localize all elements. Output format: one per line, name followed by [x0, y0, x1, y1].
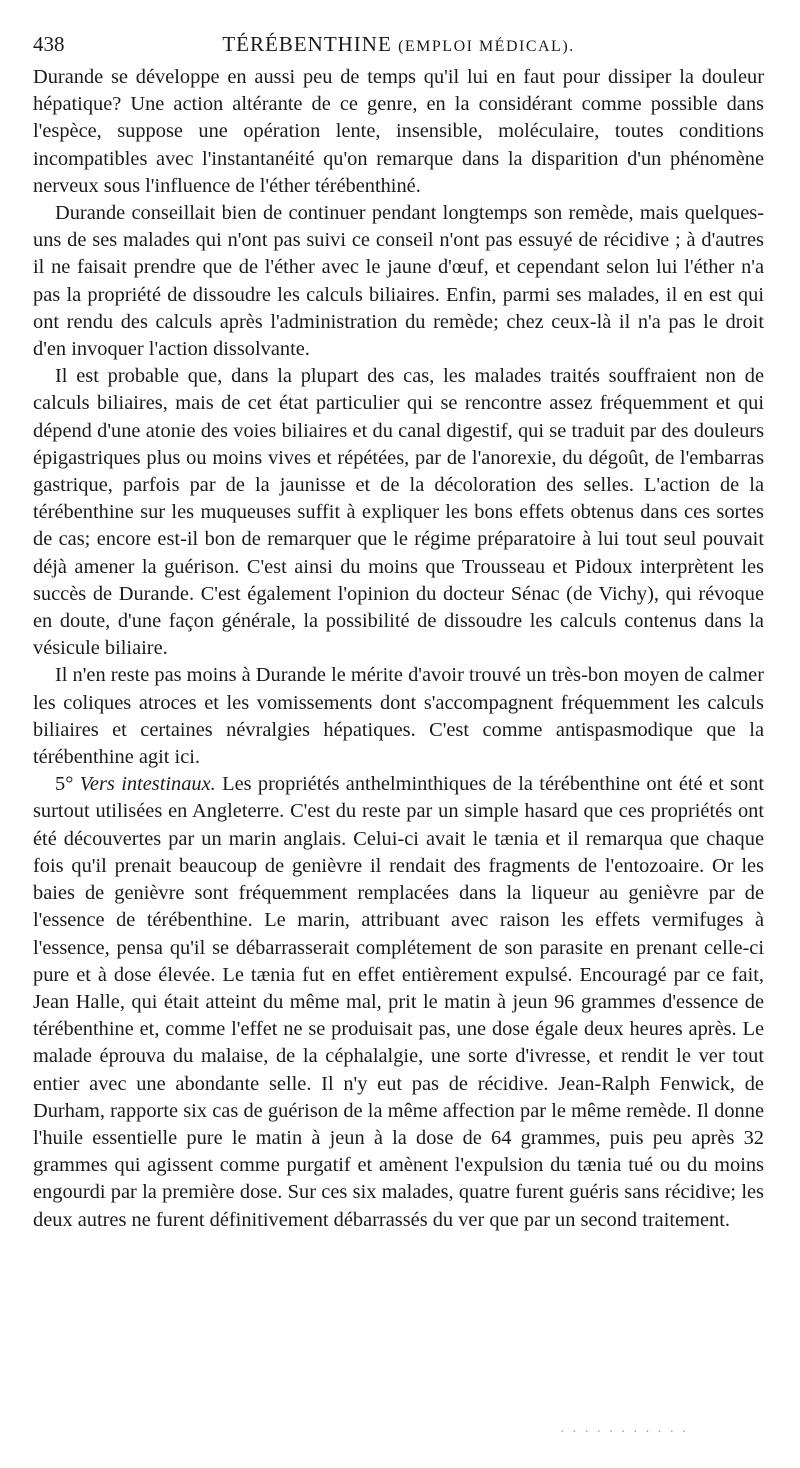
body-text	[33, 64, 764, 1234]
paragraph-3: Il est probable que, dans la plupart des cas, les malades traités souffraient non de calculs biliaires, mais de cet état particulier qui se rencontre assez fréquemment et qui dépend d'une atonie des voies biliaires et du canal digestif, qui se traduit par des douleurs épigastriques plus ou moins vives et répétées, par de l'anorexie, du dégoût, de l'embarras gastrique, parfois par de la jaunisse et de la décoloration des selles. L'action de la térébenthine sur les muqueuses suffit à expliquer les bons effets obtenus dans ces sortes de cas; encore est-il bon de remarquer que le régime préparatoire à lui tout seul pouvait déjà amener la guérison. C'est ainsi du moins que Trousseau et Pidoux interprètent les succès de Durande. C'est également l'opinion du docteur Sénac (de Vichy), qui révoque en doute, d'une façon générale, la possibilité de dissoudre les calculs contenus dans la vésicule biliaire.	[33, 365, 764, 660]
book-page	[33, 24, 764, 1234]
scan-artifact: · · · · · · · · · · ·	[560, 1425, 689, 1440]
paragraph-2: Durande conseillait bien de continuer pendant longtemps son remède, mais quelques-uns de ses malades qui n'ont pas suivi ce conseil n'ont pas essuyé de récidive ; à d'autres il ne faisait prendre que de l'éther avec le jaune d'œuf, et cependant selon lui l'éther n'a pas la propriété de dissoudre les calculs biliaires. Enfin, parmi ses malades, il en est qui ont rendu des calculs après l'administration du remède; chez ceux-là il n'a pas le droit d'en invoquer l'action dissolvante.	[33, 202, 764, 361]
running-title-main: TÉRÉBENTHINE	[222, 32, 392, 56]
section-number: 5°	[55, 773, 80, 796]
running-title	[33, 24, 764, 67]
running-title-subtitle: (EMPLOI MÉDICAL).	[398, 38, 575, 55]
paragraph-5	[33, 771, 764, 1233]
paragraph-4: Il n'en reste pas moins à Durande le mérite d'avoir trouvé un très-bon moyen de calmer les coliques atroces et les vomissements dont s'accompagnent fréquemment les calculs biliaires et certaines névralgies hépatiques. C'est comme antispasmodique que la térébenthine agit ici.	[33, 664, 764, 769]
paragraph-5-text: Les propriétés anthelminthiques de la térébenthine ont été et sont surtout utilisées en Angleterre. C'est du reste par un simple hasard que ces propriétés ont été découvertes par un marin anglais. Celui-ci avait le tænia et il remarqua que chaque fois qu'il prenait beaucoup de genièvre il rendait des fragments de l'entozoaire. Or les baies de genièvre sont fréquemment remplacées dans la liqueur au genièvre par de l'essence de térébenthine. Le marin, attribuant avec raison les effets vermifuges à l'essence, pensa qu'il se débarrasserait complétement de son parasite en prenant celle-ci pure et à dose élevée. Le tænia fut en effet entièrement expulsé. Encouragé par ce fait, Jean Halle, qui était atteint du même mal, prit le matin à jeun 96 grammes d'essence de térébenthine et, comme l'effet ne se produisait pas, une dose égale deux heures après. Le malade éprouva du malaise, de la céphalalgie, une sorte d'ivresse, et rendit le ver tout entier avec une abondante selle. Il n'y eut pas de récidive. Jean-Ralph Fenwick, de Durham, rapporte six cas de guérison de la même affection par le même remède. Il donne l'huile essentielle pure le matin à jeun à la dose de 64 grammes, puis peu après 32 grammes qui agissent comme purgatif et amènent l'expulsion du tænia tué ou du moins engourdi par la première dose. Sur ces six malades, quatre furent guéris sans récidive; les deux autres ne furent définitivement débarrassés du ver que par un second traitement.	[33, 773, 764, 1231]
section-heading: Vers intestinaux.	[79, 773, 216, 796]
page-number: 438	[33, 32, 65, 56]
running-head	[33, 24, 764, 64]
paragraph-1: Durande se développe en aussi peu de temps qu'il lui en faut pour dissiper la douleur hépatique? Une action altérante de ce genre, en la considérant comme possible dans l'espèce, suppose une opération lente, insensible, moléculaire, toutes conditions incompatibles avec l'instantanéité qu'on remarque dans la disparition d'un phénomène nerveux sous l'influence de l'éther térébenthiné.	[33, 66, 764, 197]
